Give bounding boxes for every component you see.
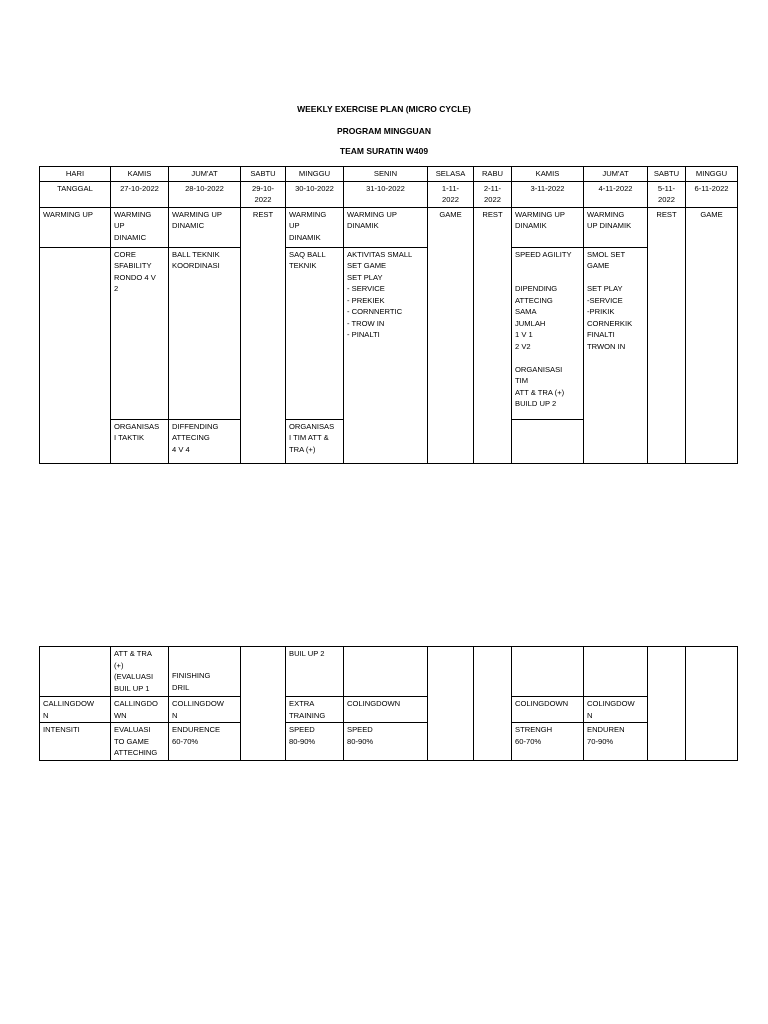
continued-row <box>40 647 738 697</box>
table-cell <box>241 647 286 761</box>
warming-up-cell: WARMING UP DINAMIK <box>512 207 584 247</box>
practice-cell: CORE SFABILITY RONDO 4 V 2 <box>111 247 169 419</box>
day-cell: JUM'AT <box>584 167 648 182</box>
rest-cell-sabtu-1: REST <box>241 207 286 463</box>
document-subtitle: PROGRAM MINGGUAN <box>337 126 431 136</box>
row-label-intensiti: INTENSITI <box>40 723 111 761</box>
document-title: WEEKLY EXERCISE PLAN (MICRO CYCLE) <box>297 104 471 114</box>
day-cell: SENIN <box>344 167 428 182</box>
practice-cell: BALL TEKNIK KOORDINASI <box>169 247 241 419</box>
date-cell: TANGGAL <box>40 181 111 207</box>
day-cell: HARI <box>40 167 111 182</box>
warming-up-cell: WARMING UP DINAMIK <box>286 207 344 247</box>
weekly-plan-table <box>39 166 738 464</box>
dates-row <box>40 181 738 207</box>
team-name: TEAM SURATIN W409 <box>339 146 429 156</box>
row-label-warming-up: WARMING UP <box>40 207 111 247</box>
date-cell: 28-10-2022 <box>169 181 241 207</box>
table-cell <box>686 647 738 761</box>
table-cell: BUIL UP 2 <box>286 647 344 697</box>
table-cell: SPEED 80-90% <box>344 723 428 761</box>
table-cell: CALLINGDO WN <box>111 697 169 723</box>
warming-up-cell: WARMING UP DINAMIC <box>169 207 241 247</box>
practice-cell: DIFFENDING ATTECING 4 V 4 <box>169 419 241 463</box>
intensiti-row <box>40 723 738 761</box>
day-cell: SABTU <box>241 167 286 182</box>
table-cell: ATT & TRA (+) (EVALUASI BUIL UP 1 <box>111 647 169 697</box>
game-cell-selasa: GAME <box>428 207 474 463</box>
days-row <box>40 167 738 182</box>
rest-cell-sabtu-2: REST <box>648 207 686 463</box>
date-cell: 4-11-2022 <box>584 181 648 207</box>
warming-up-cell: WARMING UP DINAMIK <box>584 207 648 247</box>
callingdown-row <box>40 697 738 723</box>
date-cell: 29-10- 2022 <box>241 181 286 207</box>
table-cell: SPEED 80-90% <box>286 723 344 761</box>
weekly-plan-table-continued <box>39 646 738 761</box>
warming-up-cell: WARMING UP DINAMIC <box>111 207 169 247</box>
day-cell: MINGGU <box>286 167 344 182</box>
practice-cell: ORGANISAS I TIM ATT & TRA (+) <box>286 419 344 463</box>
table-cell: COLINGDOWN <box>512 697 584 723</box>
date-cell: 2-11- 2022 <box>474 181 512 207</box>
practice-row <box>40 247 738 419</box>
table-cell: COLLINGDOW N <box>169 697 241 723</box>
table-cell <box>648 647 686 761</box>
warming-up-row <box>40 207 738 247</box>
table-cell <box>40 647 111 697</box>
practice-cell: SAQ BALL TEKNIK <box>286 247 344 419</box>
date-cell: 3-11-2022 <box>512 181 584 207</box>
warming-up-cell: WARMING UP DINAMIK <box>344 207 428 247</box>
table-cell: COLINGDOWN <box>344 697 428 723</box>
day-cell: KAMIS <box>111 167 169 182</box>
practice-cell-jumat-2: SMOL SET GAME SET PLAY -SERVICE -PRIKIK CORNERKIK FINALTI TRWON IN <box>584 247 648 463</box>
practice-cell-senin: AKTIVITAS SMALL SET GAME SET PLAY - SERVICE - PREKIEK - CORNNERTIC - TROW IN - PINALTI <box>344 247 428 463</box>
practice-cell: SPEED AGILITY DIPENDING ATTECING SAMA JUMLAH 1 V 1 2 V2 ORGANISASI TIM ATT & TRA (+) BUILD UP 2 <box>512 247 584 419</box>
practice-cell <box>512 419 584 463</box>
date-cell: 30-10-2022 <box>286 181 344 207</box>
row-label-practice <box>40 247 111 463</box>
rest-cell-rabu: REST <box>474 207 512 463</box>
table-cell <box>584 647 648 697</box>
table-cell: FINISHING DRIL <box>169 647 241 697</box>
day-cell: JUM'AT <box>169 167 241 182</box>
date-cell: 27-10-2022 <box>111 181 169 207</box>
day-cell: MINGGU <box>686 167 738 182</box>
table-cell: COLINGDOW N <box>584 697 648 723</box>
table-cell: EVALUASI TO GAME ATTECHING <box>111 723 169 761</box>
day-cell: KAMIS <box>512 167 584 182</box>
date-cell: 31-10-2022 <box>344 181 428 207</box>
table-cell: ENDURENCE 60-70% <box>169 723 241 761</box>
date-cell: 5-11- 2022 <box>648 181 686 207</box>
date-cell: 1-11- 2022 <box>428 181 474 207</box>
table-cell: ENDUREN 70-90% <box>584 723 648 761</box>
row-label-callingdown: CALLINGDOW N <box>40 697 111 723</box>
table-cell <box>474 647 512 761</box>
game-cell-minggu-2: GAME <box>686 207 738 463</box>
day-cell: SELASA <box>428 167 474 182</box>
table-cell: EXTRA TRAINING <box>286 697 344 723</box>
table-cell <box>512 647 584 697</box>
date-cell: 6-11-2022 <box>686 181 738 207</box>
day-cell: SABTU <box>648 167 686 182</box>
table-cell: STRENGH 60-70% <box>512 723 584 761</box>
table-cell <box>344 647 428 697</box>
day-cell: RABU <box>474 167 512 182</box>
table-cell <box>428 647 474 761</box>
practice-cell: ORGANISAS I TAKTIK <box>111 419 169 463</box>
